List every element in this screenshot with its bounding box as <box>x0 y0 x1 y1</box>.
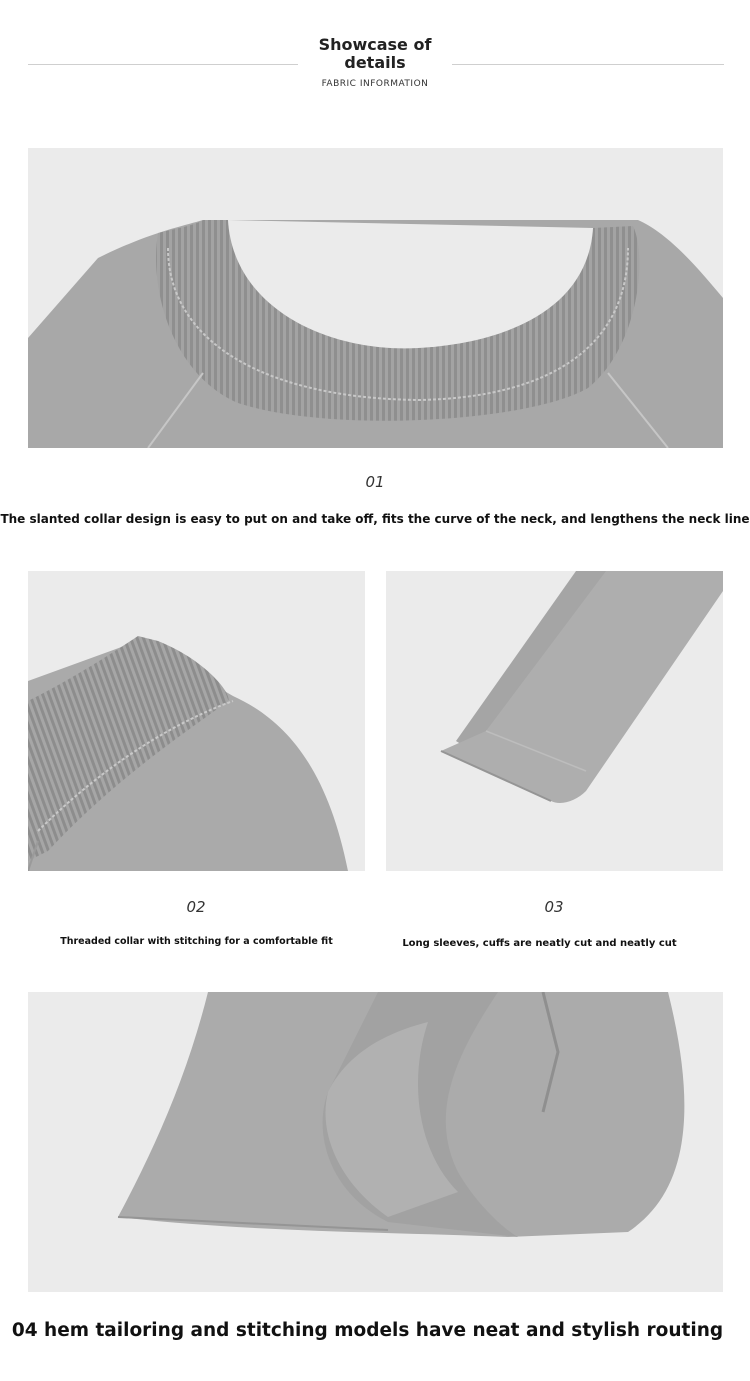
page-title: Showcase of details <box>318 35 432 72</box>
detail-photo-hem <box>28 992 723 1292</box>
header-divider-right <box>452 64 724 65</box>
detail-photo-collar-stitching <box>28 571 365 871</box>
detail-caption-01: The slanted collar design is easy to put on and take off, fits the curve of the neck, and lengthens the neck line <box>0 512 750 526</box>
detail-photo-collar <box>28 148 723 448</box>
detail-number-02: 02 <box>186 898 206 916</box>
page-subtitle: FABRIC INFORMATION <box>321 79 429 89</box>
detail-photo-sleeves <box>386 571 723 871</box>
detail-number-03: 03 <box>544 898 564 916</box>
detail-caption-04: 04 hem tailoring and stitching models have neat and stylish routing <box>11 1320 724 1341</box>
detail-number-01: 01 <box>365 473 385 491</box>
detail-caption-02: Threaded collar with stitching for a comfortable fit <box>60 936 333 947</box>
header-divider-left <box>28 64 298 65</box>
detail-caption-03: Long sleeves, cuffs are neatly cut and neatly cut <box>402 938 677 949</box>
